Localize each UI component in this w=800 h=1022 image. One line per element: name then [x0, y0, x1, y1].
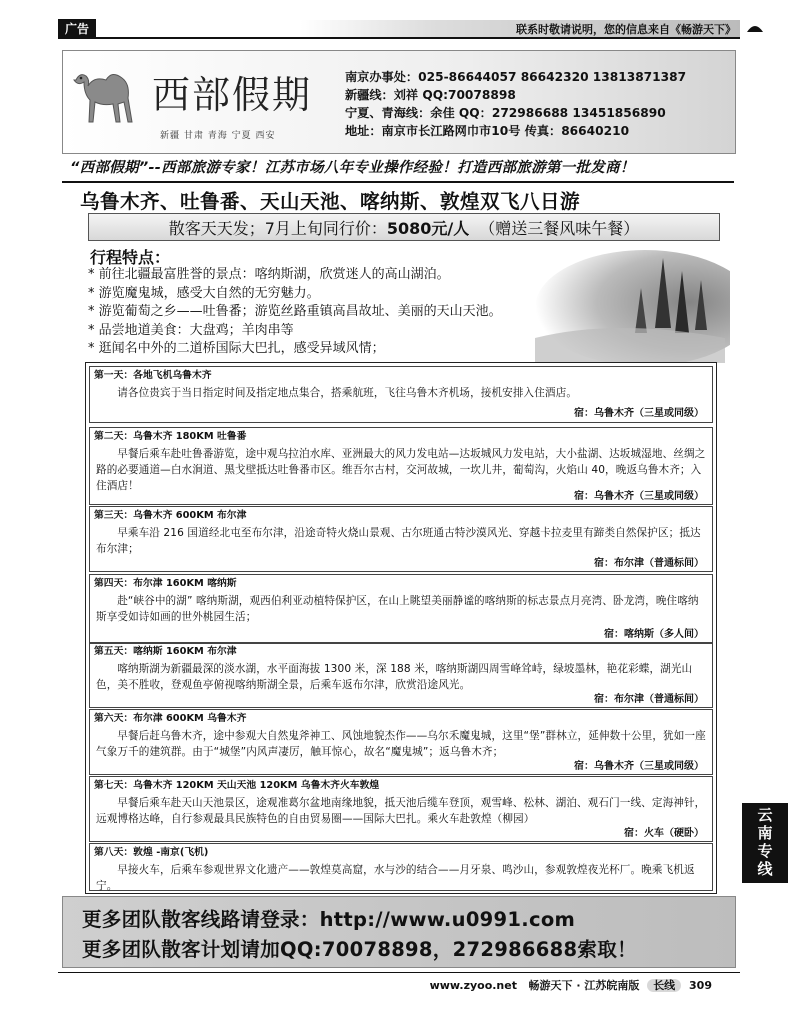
day-title: 第一天：各地飞机乌鲁木齐: [94, 370, 212, 381]
day-body: 请各位贵宾于当日指定时间及指定地点集合，搭乘航班，飞往乌鲁木齐机场，接机安排入住酒店。: [117, 387, 578, 399]
day-hotel: 宿：火车（硬卧）: [624, 828, 704, 839]
tour-title: 乌鲁木齐、吐鲁番、天山天池、喀纳斯、敦煌双飞八日游: [80, 190, 581, 213]
feature-item: * 游览葡萄之乡——吐鲁番；游览丝路重镇高昌故址、美丽的天山天池。: [88, 304, 502, 320]
day-hotel: 宿：乌鲁木齐（三星或同级）: [574, 761, 704, 772]
price-amount: 5080元/人: [386, 218, 470, 238]
day-card: [89, 843, 713, 891]
source-note: 联系时敬请说明，您的信息来自《畅游天下》: [516, 23, 736, 36]
top-rule: [58, 37, 740, 39]
day-card: [89, 709, 713, 775]
day-card: [89, 366, 713, 423]
day-card: [89, 642, 713, 708]
footer-site[interactable]: www.zyoo.net: [429, 979, 517, 992]
page-footer: [430, 977, 712, 993]
day-title: 第五天：喀纳斯 160KM 布尔津: [94, 646, 237, 657]
day-hotel: 宿：乌鲁木齐（三星或同级）: [574, 408, 704, 419]
price-prefix: 散客天天发；7月上旬同行价：: [168, 218, 387, 238]
feature-item: * 逛闻名中外的二道桥国际大巴扎，感受异域风情；: [88, 341, 385, 357]
contact-line: 新疆线：刘祥 QQ:70078898: [345, 88, 516, 102]
brand-regions: 新疆 甘肃 青海 宁夏 西安: [160, 131, 276, 141]
camel-logo-icon: [68, 58, 158, 128]
side-section-tab: [742, 803, 788, 883]
price-suffix: （赠送三餐风味午餐）: [479, 218, 640, 238]
magazine-logo-icon: [745, 20, 765, 36]
day-hotel: 宿：布尔津（普通标间）: [594, 558, 704, 569]
contact-block: [345, 68, 686, 140]
slogan: “西部假期”--西部旅游专家！江苏市场八年专业操作经验！打造西部旅游第一批发商！: [70, 160, 635, 176]
features-title: 行程特点：: [90, 248, 171, 267]
side-tab-label: 云南专线: [755, 807, 774, 879]
day-hotel: 宿：乌鲁木齐（三星或同级）: [574, 491, 704, 502]
day-body: 早餐后乘车赴天山天池景区，途观准葛尔盆地南缘地貌，抵天池后缆车登顶，观雪峰、松林、湖泊、观石门一线、定海神针，远观博格达峰，自行参观最具民族特色的自由贸易圈——国际大巴扎。乘火车赴敦煌（柳园）: [96, 797, 706, 825]
day-title: 第八天：敦煌 -南京(飞机): [94, 847, 209, 858]
day-body: 喀纳斯湖为新疆最深的淡水湖，水平面海拔 1300 米，深 188 米，喀纳斯湖四周雪峰耸峙，绿坡墨林，艳花彩蝶，湖光山色，美不胜收，登观鱼亭俯视喀纳斯湖全景，后乘车返布尔津，欣赏沿途风光。: [96, 663, 693, 691]
day-title: 第七天：乌鲁木齐 120KM 天山天池 120KM 乌鲁木齐火车敦煌: [94, 780, 380, 791]
footer-section: 长线: [647, 979, 681, 992]
day-card: [89, 506, 713, 572]
day-body: 早餐后乘车赴吐鲁番游览，途中观乌拉泊水库、亚洲最大的风力发电站—达坂城风力发电站，大小盐湖、达坂城湿地、丝绸之路的必要通道—白水涧道、黑戈壁抵达吐鲁番市区。维吾尔古村，交河故城，一坎儿井，葡萄沟，火焰山 40，晚返乌鲁木齐；入住酒店！: [96, 448, 706, 492]
day-title: 第六天：布尔津 600KM 乌鲁木齐: [94, 713, 247, 724]
price-bar: [88, 213, 720, 241]
ad-label: 广告: [58, 19, 96, 37]
bottom-rule: [58, 972, 740, 973]
day-hotel: 宿：布尔津（普通标间）: [594, 694, 704, 705]
day-card: [89, 776, 713, 842]
footer-magazine: 畅游天下 · 江苏皖南版: [528, 979, 640, 992]
contact-line: 南京办事处：025-86644057 86642320 13813871387: [345, 70, 687, 84]
scenery-image: [505, 238, 730, 363]
features-list: [88, 266, 502, 359]
day-title: 第四天：布尔津 160KM 喀纳斯: [94, 578, 237, 589]
day-card: [89, 574, 713, 644]
day-hotel: 宿：喀纳斯（多人间）: [604, 629, 704, 640]
day-body: 早餐后赶乌鲁木齐，途中参观大自然鬼斧神工、风蚀地貌杰作——乌尔禾魔鬼城，这里“堡”群林立，延伸数十公里，犹如一座气象万千的建筑群。由于“城堡”内风声凄厉，触耳惊心，故名“魔鬼城”；返乌鲁木齐；: [96, 730, 706, 758]
promo-website[interactable]: 更多团队散客线路请登录：http://www.u0991.com: [82, 908, 576, 931]
brand-name: 西部假期: [152, 73, 313, 117]
promo-qq: 更多团队散客计划请加QQ:70078898，272986688索取！: [82, 938, 637, 961]
feature-item: * 品尝地道美食：大盘鸡；羊肉串等: [88, 322, 294, 338]
day-body: 早接火车，后乘车参观世界文化遗产——敦煌莫高窟，水与沙的结合——月牙泉、鸣沙山，参观敦煌夜光杯厂。晚乘飞机返宁。: [96, 864, 695, 892]
day-body: 赴“峡谷中的湖” 喀纳斯湖，观西伯利亚动植特保护区，在山上眺望美丽静谧的喀纳斯的标志景点月亮湾、卧龙湾，晚住喀纳斯享受如诗如画的世外桃园生活；: [96, 595, 699, 623]
day-card: [89, 427, 713, 505]
contact-line: 宁夏、青海线：余佳 QQ：272986688 13451856890: [345, 106, 666, 120]
page-number: 309: [689, 979, 712, 992]
feature-item: * 前往北疆最富胜誉的景点：喀纳斯湖，欣赏迷人的高山湖泊。: [88, 267, 450, 282]
day-body: 早乘车沿 216 国道经北屯至布尔津，沿途奇特火烧山景观、古尔班通古特沙漠风光、穿越卡拉麦里有蹄类自然保护区；抵达布尔津；: [96, 527, 701, 555]
contact-line: 地址：南京市长江路网巾市10号 传真：86640210: [345, 124, 630, 138]
title-rule: [62, 181, 734, 183]
day-title: 第二天：乌鲁木齐 180KM 吐鲁番: [94, 431, 247, 442]
day-title: 第三天：乌鲁木齐 600KM 布尔津: [94, 510, 247, 521]
feature-item: * 游览魔鬼城，感受大自然的无穷魅力。: [88, 285, 320, 301]
